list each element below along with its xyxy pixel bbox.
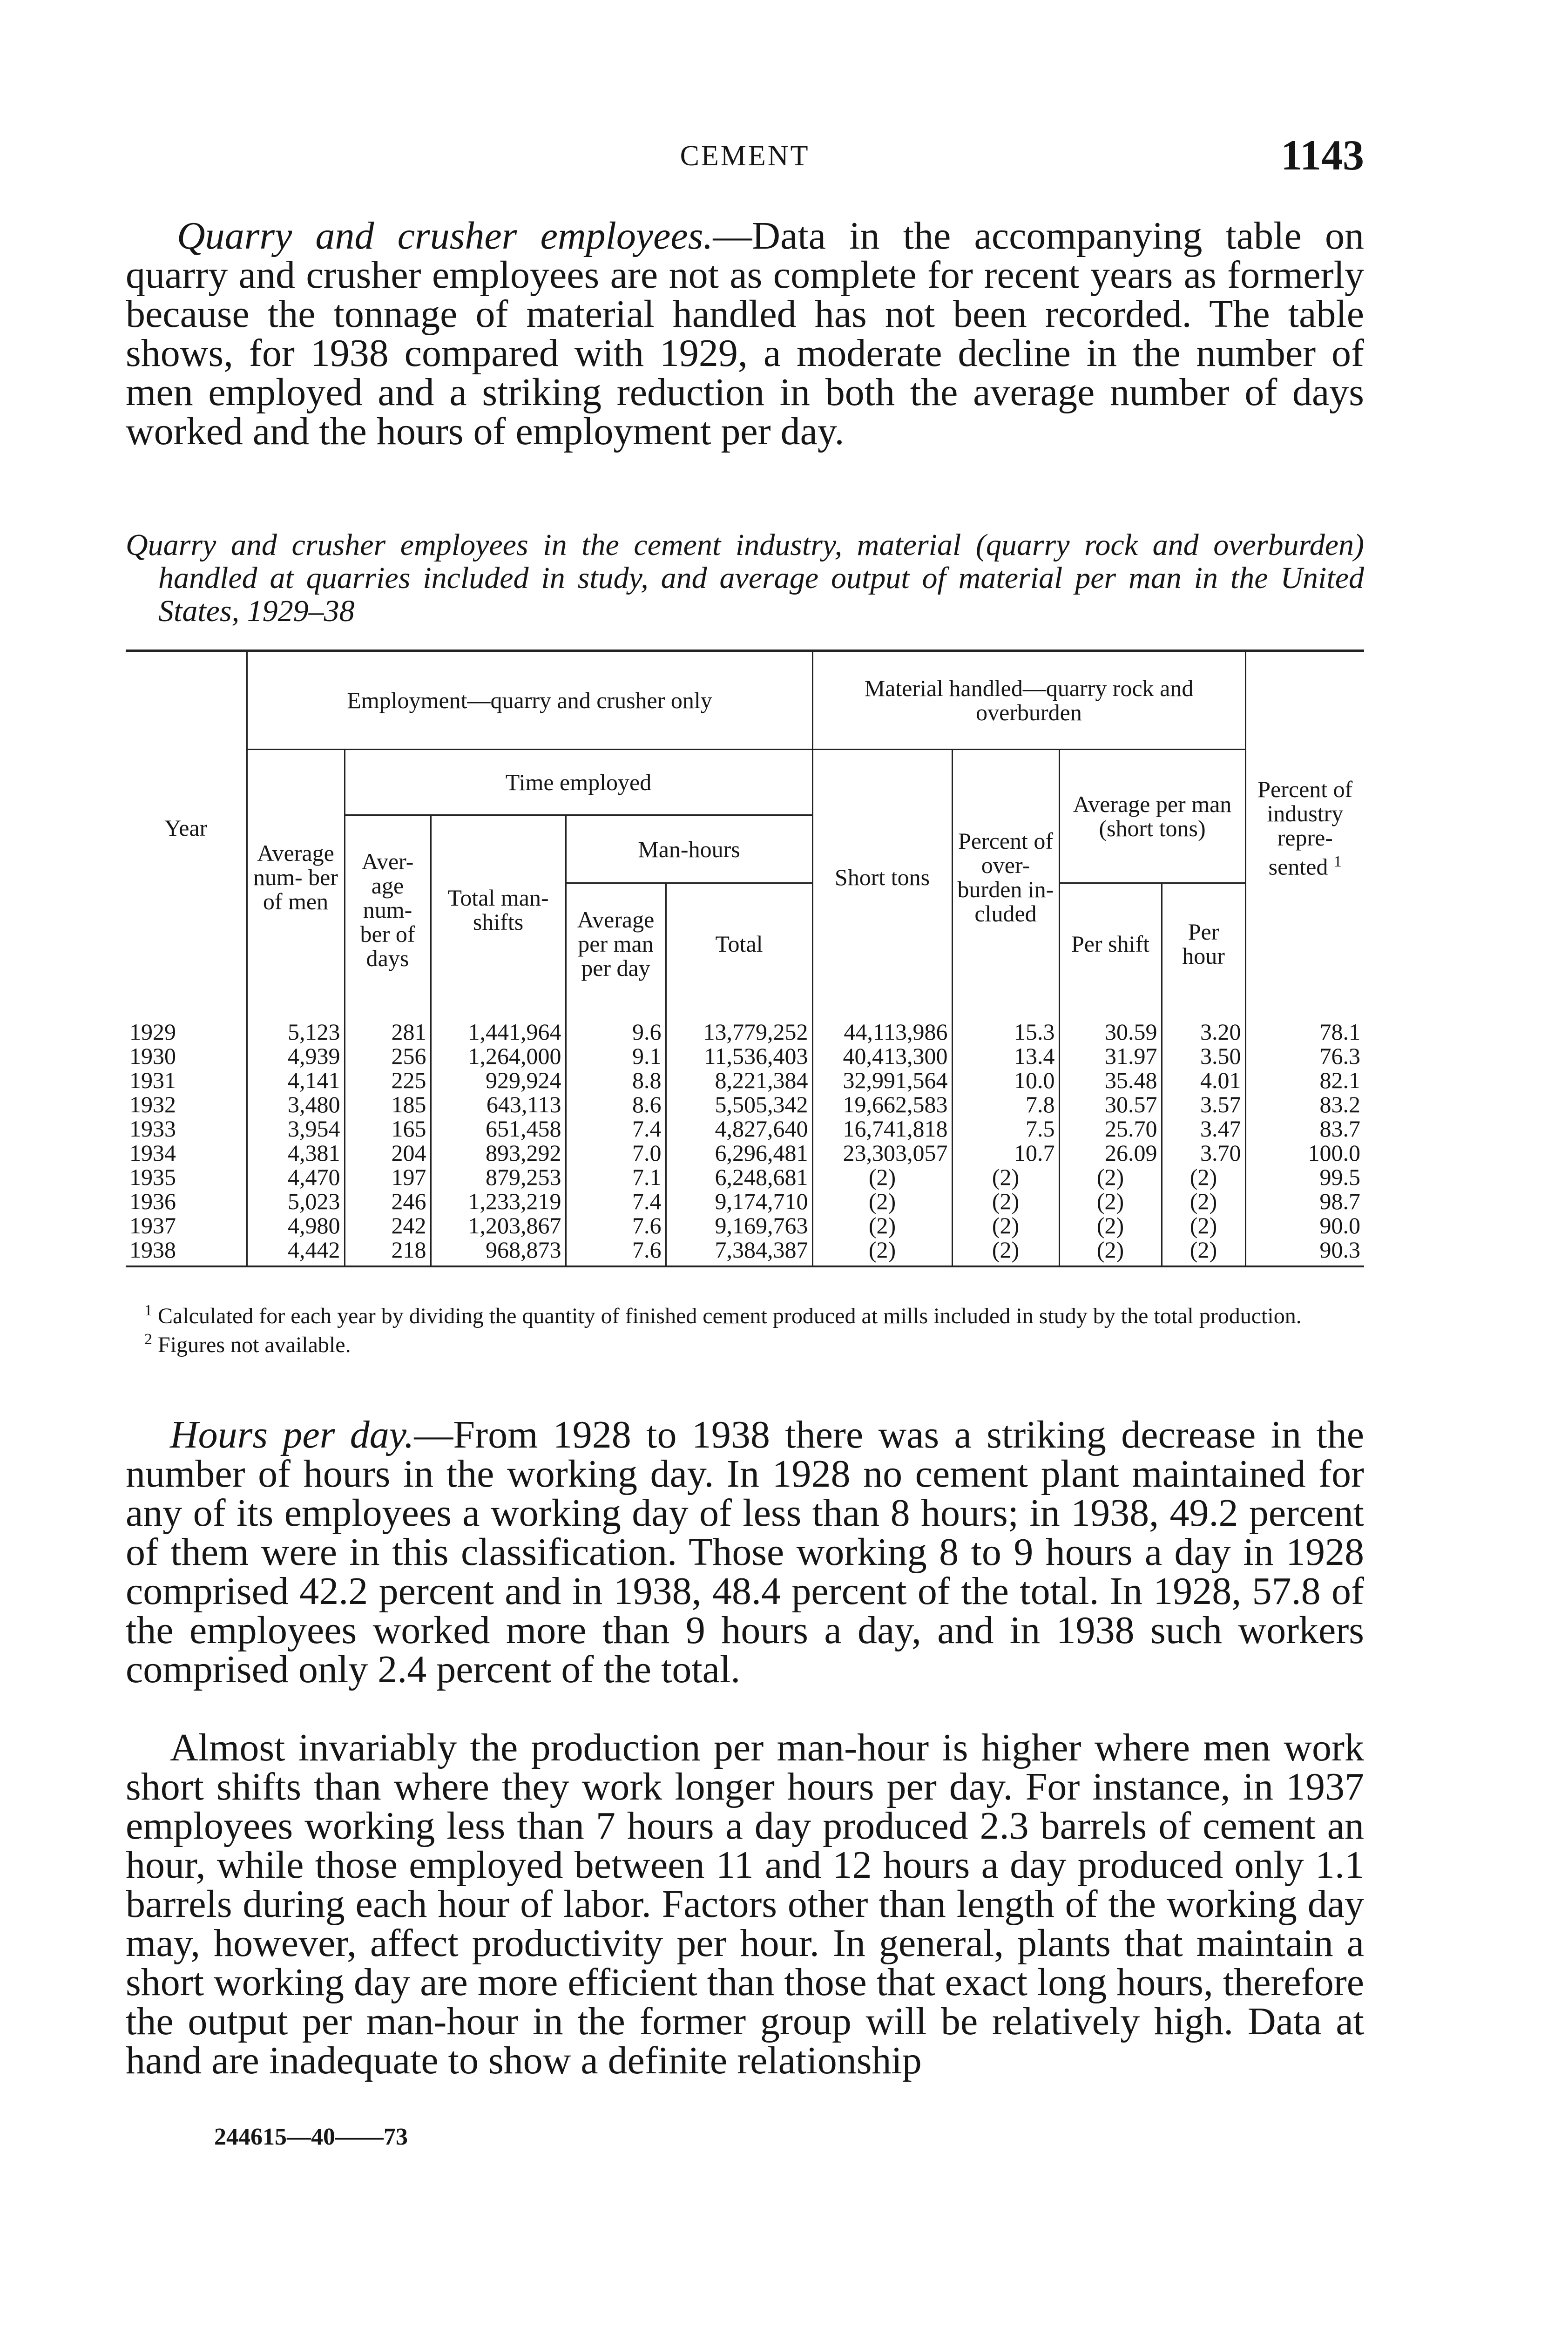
table-row <box>126 1004 1364 1044</box>
cell-per-hour: (2) <box>1162 1165 1245 1189</box>
cell-pct-industry: 90.0 <box>1319 1212 1361 1238</box>
cell-per-hour: (2) <box>1162 1238 1245 1266</box>
cell-tons: 19,662,583 <box>812 1092 952 1117</box>
col-header-short-tons: Short tons <box>812 750 952 1004</box>
intro-text: —Data in the accompanying table on quarry and crusher employees are not as complete for recent years as formerly because the tonnage of material handled has not been recorded. The table shows, for 1938 compared with 1929, a moderate decline in the number of men employed and a striking reduction in both the average number of days worked and the hours of employment per day. <box>126 214 1365 453</box>
footnote-2-mark: 2 <box>144 1331 152 1348</box>
cell-pct-industry: 82.1 <box>1319 1067 1361 1093</box>
cell-pct-industry: 90.3 <box>1245 1238 1364 1266</box>
cell-per-hour: 3.47 <box>1162 1117 1245 1141</box>
col-group-man-hours: Man-hours <box>566 815 812 883</box>
page-number: 1143 <box>1281 131 1364 179</box>
cell-per-hour: 3.20 <box>1162 1004 1245 1044</box>
cell-year: 1930 <box>126 1044 247 1068</box>
cell-per-hour: 3.57 <box>1162 1092 1245 1117</box>
employees-table-wrap <box>126 650 1364 1267</box>
cell-hrs-day: 7.0 <box>566 1141 666 1165</box>
page-header <box>126 131 1364 182</box>
cell-hrs-day: 7.6 <box>566 1238 666 1266</box>
col-group-material: Material handled—quarry rock and overburden <box>812 651 1245 750</box>
cell-shifts: 879,253 <box>431 1165 566 1189</box>
cell-overburden: (2) <box>952 1165 1059 1189</box>
cell-per-shift: 35.48 <box>1059 1068 1162 1092</box>
cell-hrs-total: 9,169,763 <box>666 1213 812 1238</box>
cell-days: 204 <box>345 1141 431 1165</box>
cell-overburden: 10.0 <box>952 1068 1059 1092</box>
cell-days: 218 <box>345 1238 431 1266</box>
percent-industry-note: 1 <box>1333 853 1342 870</box>
cell-year: 1932 <box>126 1092 247 1117</box>
cell-overburden: 7.5 <box>952 1117 1059 1141</box>
cell-pct-industry: 76.3 <box>1319 1043 1361 1069</box>
cell-shifts: 893,292 <box>431 1141 566 1165</box>
percent-industry-label: Percent of industry repre- sented <box>1257 776 1353 880</box>
cell-per-shift: 26.09 <box>1059 1141 1162 1165</box>
cell-hrs-total: 4,827,640 <box>666 1117 812 1141</box>
hours-text-1: —From 1928 to 1938 there was a striking decrease in the number of hours in the working day. In 1928 no cement plant maintained for any of its employees a working day of less than 8 hours; in 1938, 49.2 percent of them were in this classification. Those working 8 to 9 hours a day in 1928 comprised 42.2 percent and in 1938, 48.4 percent of the total. In 1928, 57.8 of the employees worked more than 9 hours a day, and in 1938 such workers comprised only 2.4 percent of the total. <box>126 1413 1364 1691</box>
cell-men: 4,470 <box>247 1165 345 1189</box>
cell-per-shift: 30.59 <box>1059 1004 1162 1044</box>
cell-tons: (2) <box>812 1165 952 1189</box>
table-caption: Quarry and crusher employees in the cement industry, material (quarry rock and overburden) handled at quarries included in study, and average output of material per man in the United States, 1929–38 <box>126 528 1364 628</box>
cell-per-shift: (2) <box>1059 1213 1162 1238</box>
cell-pct-industry: 98.7 <box>1319 1188 1361 1214</box>
cell-tons: 23,303,057 <box>812 1141 952 1165</box>
cell-days: 281 <box>345 1004 431 1044</box>
cell-per-shift: (2) <box>1059 1189 1162 1213</box>
col-header-percent-overburden: Percent of over- burden in- cluded <box>952 750 1059 1004</box>
cell-hrs-day: 7.1 <box>566 1165 666 1189</box>
cell-shifts: 1,233,219 <box>431 1189 566 1213</box>
cell-days: 165 <box>345 1117 431 1141</box>
cell-men: 4,381 <box>247 1141 345 1165</box>
cell-per-hour: 3.50 <box>1162 1044 1245 1068</box>
cell-per-hour: 4.01 <box>1162 1068 1245 1092</box>
cell-pct-industry: 78.1 <box>1319 1019 1361 1045</box>
cell-men: 5,123 <box>247 1004 345 1044</box>
cell-year: 1937 <box>126 1213 247 1238</box>
cell-men: 4,442 <box>247 1238 345 1266</box>
employees-table <box>126 650 1364 1267</box>
cell-days: 256 <box>345 1044 431 1068</box>
cell-shifts: 643,113 <box>431 1092 566 1117</box>
footnote-1-mark: 1 <box>144 1302 152 1319</box>
table-row <box>126 1238 1364 1266</box>
cell-per-hour: (2) <box>1162 1189 1245 1213</box>
cell-hrs-total: 13,779,252 <box>666 1004 812 1044</box>
running-head: CEMENT <box>680 140 810 172</box>
col-header-total-man-shifts: Total man- shifts <box>431 815 566 1004</box>
cell-men: 3,954 <box>247 1117 345 1141</box>
cell-year: 1931 <box>126 1068 247 1092</box>
table-row <box>126 1165 1364 1189</box>
col-header-avg-men: Average num- ber of men <box>247 750 345 1004</box>
col-group-time-employed: Time employed <box>345 750 812 815</box>
table-row <box>126 1141 1364 1165</box>
cell-overburden: 15.3 <box>952 1004 1059 1044</box>
cell-pct-industry: 83.7 <box>1319 1116 1361 1142</box>
cell-men: 4,980 <box>247 1213 345 1238</box>
table-row <box>126 1068 1364 1092</box>
cell-hrs-day: 9.1 <box>566 1044 666 1068</box>
cell-hrs-day: 7.6 <box>566 1213 666 1238</box>
cell-hrs-day: 9.6 <box>566 1004 666 1044</box>
cell-days: 185 <box>345 1092 431 1117</box>
table-row <box>126 1189 1364 1213</box>
hours-paragraph-2: Almost invariably the production per man-hour is higher where men work short shifts than where they work longer hours per day. For instance, in 1937 employees working less than 7 hours a day produced 2.3 barrels of cement an hour, while those employed between 11 and 12 hours a day produced only 1.1 barrels during each hour of labor. Factors other than length of the working day may, however, affect productivity per hour. In general, plants that maintain a short working day are more efficient than those that exact long hours, therefore the output per man-hour in the former group will be relatively high. Data at hand are inadequate to show a definite relationship <box>126 1726 1364 2082</box>
cell-per-shift: 25.70 <box>1059 1117 1162 1141</box>
col-header-hours-per-day: Average per man per day <box>566 883 666 1004</box>
hours-lead: Hours per day. <box>170 1413 414 1456</box>
cell-overburden: 13.4 <box>952 1044 1059 1068</box>
col-header-avg-days: Aver- age num- ber of days <box>345 815 431 1004</box>
col-header-per-hour: Per hour <box>1162 883 1245 1004</box>
cell-tons: 32,991,564 <box>812 1068 952 1092</box>
cell-per-hour: (2) <box>1162 1213 1245 1238</box>
footnote-2 <box>126 1328 1364 1357</box>
cell-hrs-total: 5,505,342 <box>666 1092 812 1117</box>
cell-hrs-day: 7.4 <box>566 1117 666 1141</box>
table-row <box>126 1213 1364 1238</box>
cell-hrs-total: 11,536,403 <box>666 1044 812 1068</box>
cell-men: 3,480 <box>247 1092 345 1117</box>
footnote-1-text: Calculated for each year by dividing the quantity of finished cement produced at mills included in study by the total production. <box>158 1304 1302 1328</box>
col-header-year: Year <box>126 651 247 1004</box>
table-row <box>126 1044 1364 1068</box>
cell-year: 1929 <box>126 1004 247 1044</box>
cell-tons: (2) <box>812 1189 952 1213</box>
col-group-employment: Employment—quarry and crusher only <box>247 651 812 750</box>
cell-pct-industry: 100.0 <box>1308 1140 1361 1166</box>
cell-overburden: (2) <box>952 1213 1059 1238</box>
cell-days: 197 <box>345 1165 431 1189</box>
cell-men: 4,939 <box>247 1044 345 1068</box>
col-header-percent-industry <box>1245 651 1364 1004</box>
cell-hrs-total: 7,384,387 <box>666 1238 812 1266</box>
cell-shifts: 651,458 <box>431 1117 566 1141</box>
cell-tons: 40,413,300 <box>812 1044 952 1068</box>
table-row <box>126 1117 1364 1141</box>
cell-days: 225 <box>345 1068 431 1092</box>
cell-year: 1938 <box>126 1238 247 1266</box>
cell-year: 1936 <box>126 1189 247 1213</box>
intro-paragraph <box>126 214 1365 453</box>
cell-overburden: 7.8 <box>952 1092 1059 1117</box>
cell-shifts: 1,203,867 <box>431 1213 566 1238</box>
cell-men: 4,141 <box>247 1068 345 1092</box>
cell-per-shift: 30.57 <box>1059 1092 1162 1117</box>
table-row <box>126 1092 1364 1117</box>
cell-hrs-total: 8,221,384 <box>666 1068 812 1092</box>
cell-per-shift: (2) <box>1059 1238 1162 1266</box>
footnote-2-text: Figures not available. <box>158 1333 351 1357</box>
page <box>126 0 1364 2328</box>
cell-year: 1934 <box>126 1141 247 1165</box>
cell-tons: (2) <box>812 1238 952 1266</box>
col-group-avg-per-man: Average per man (short tons) <box>1059 750 1245 883</box>
cell-hrs-day: 8.8 <box>566 1068 666 1092</box>
cell-shifts: 968,873 <box>431 1238 566 1266</box>
col-header-total-hours: Total <box>666 883 812 1004</box>
cell-year: 1935 <box>126 1165 247 1189</box>
print-code: 244615—40——73 <box>214 2124 408 2150</box>
table-footnotes <box>126 1299 1364 1357</box>
cell-pct-industry: 83.2 <box>1319 1091 1361 1117</box>
cell-hrs-day: 8.6 <box>566 1092 666 1117</box>
cell-hrs-day: 7.4 <box>566 1189 666 1213</box>
footnote-1 <box>126 1299 1364 1328</box>
cell-per-shift: (2) <box>1059 1165 1162 1189</box>
cell-pct-industry: 99.5 <box>1319 1164 1361 1190</box>
col-header-per-shift: Per shift <box>1059 883 1162 1004</box>
intro-lead: Quarry and crusher employees. <box>177 214 713 257</box>
cell-per-hour: 3.70 <box>1162 1141 1245 1165</box>
cell-shifts: 1,264,000 <box>431 1044 566 1068</box>
cell-shifts: 929,924 <box>431 1068 566 1092</box>
cell-days: 246 <box>345 1189 431 1213</box>
cell-overburden: (2) <box>952 1238 1059 1266</box>
cell-shifts: 1,441,964 <box>431 1004 566 1044</box>
cell-overburden: (2) <box>952 1189 1059 1213</box>
cell-hrs-total: 6,296,481 <box>666 1141 812 1165</box>
cell-days: 242 <box>345 1213 431 1238</box>
cell-men: 5,023 <box>247 1189 345 1213</box>
cell-tons: 44,113,986 <box>812 1004 952 1044</box>
hours-paragraph-1 <box>126 1415 1364 1689</box>
cell-tons: 16,741,818 <box>812 1117 952 1141</box>
cell-year: 1933 <box>126 1117 247 1141</box>
cell-hrs-total: 9,174,710 <box>666 1189 812 1213</box>
cell-tons: (2) <box>812 1213 952 1238</box>
cell-overburden: 10.7 <box>952 1141 1059 1165</box>
table-body <box>126 1004 1364 1266</box>
cell-per-shift: 31.97 <box>1059 1044 1162 1068</box>
cell-hrs-total: 6,248,681 <box>666 1165 812 1189</box>
